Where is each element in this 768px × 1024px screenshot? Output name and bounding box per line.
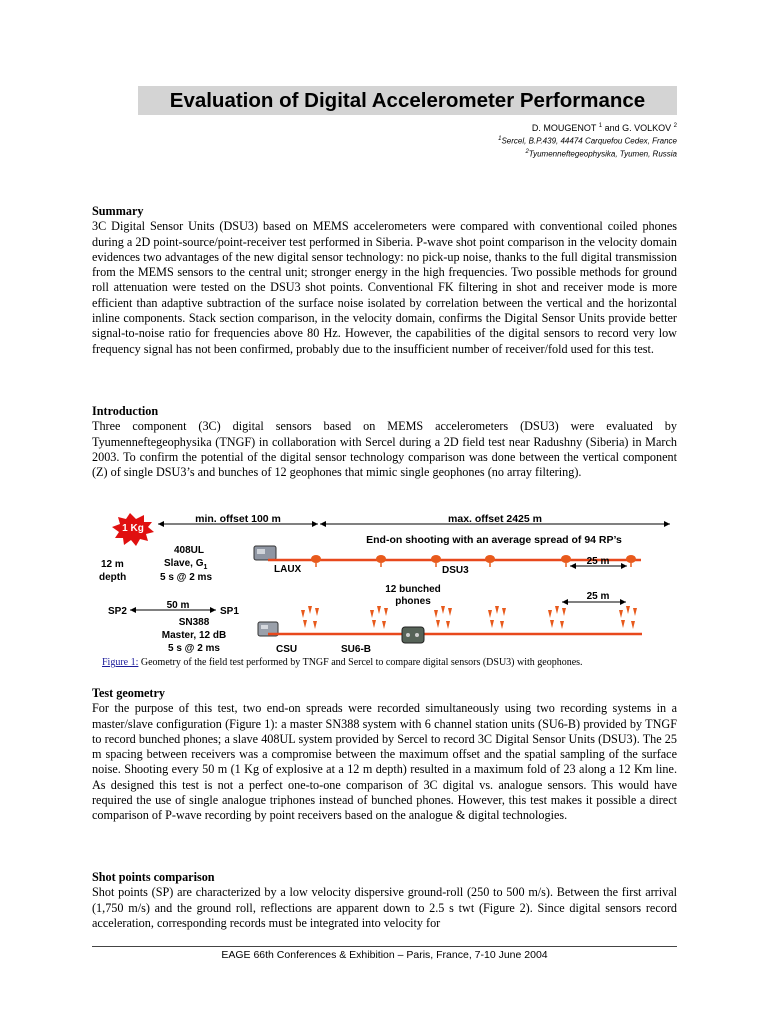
sp-spacing-label: 50 m	[166, 600, 190, 611]
paper-title: Evaluation of Digital Accelerometer Performance	[138, 86, 677, 115]
su6b-unit-connector	[406, 633, 410, 637]
bunched-phones-label-b: phones	[395, 596, 431, 607]
figure-caption-text: Geometry of the field test performed by TNGF and Sercel to compare digital sensors (DSU3) with geophones.	[138, 657, 583, 668]
dsu3-sensor	[561, 555, 571, 567]
author-block	[498, 120, 677, 159]
shot-points-heading: Shot points comparison	[92, 870, 215, 884]
slave-label-a: 408UL	[174, 545, 205, 556]
min-offset-label: min. offset 100 m	[195, 513, 281, 525]
sp2-label: SP2	[108, 606, 127, 617]
spacing-top-arrowhead-right	[621, 563, 627, 569]
figure-caption	[102, 657, 583, 668]
max-offset-arrowhead-left	[320, 521, 326, 527]
dsu3-sensor	[376, 555, 386, 567]
sp-spacing-arrowhead-right	[210, 607, 216, 613]
spacing-top-label: 25 m	[586, 556, 610, 567]
author-names	[498, 120, 677, 134]
master-label-a: SN388	[178, 617, 210, 628]
sp1-label: SP1	[220, 606, 239, 617]
recorder-408ul-icon	[254, 546, 276, 560]
dsu3-sensor-body	[431, 555, 441, 563]
author-b-sup: 2	[673, 123, 677, 129]
affiliation-2	[498, 147, 677, 160]
su6b-unit-connector	[415, 633, 419, 637]
shot-points-section	[92, 870, 677, 931]
su6b-unit-body	[402, 627, 424, 643]
depth-label-b: depth	[99, 572, 127, 583]
min-offset-arrowhead-right	[312, 521, 318, 527]
max-offset-label: max. offset 2425 m	[448, 513, 542, 525]
dsu3-sensor-body	[561, 555, 571, 563]
summary-heading: Summary	[92, 204, 144, 218]
geophone-bunch-shape	[548, 606, 566, 629]
geophone-bunch	[301, 606, 319, 629]
bunched-phones-label-a: 12 bunched	[385, 584, 441, 595]
author-a-sup: 1	[598, 123, 603, 129]
author-and: and	[604, 123, 620, 133]
geophone-bunch	[434, 606, 452, 629]
affiliation-1-text: Sercel, B.P.439, 44474 Carquefou Cedex, France	[501, 136, 677, 146]
affiliation-1	[498, 134, 677, 147]
geophone-bunch	[619, 606, 637, 629]
su6b-label: SU6-B	[341, 644, 372, 655]
affiliation-2-text: Tyumenneftegeophysika, Tyumen, Russia	[528, 149, 677, 159]
introduction-text: Three component (3C) digital sensors based on MEMS accelerometers (DSU3) were evaluated by Tyumenneftegeophysika (TNGF) in collaboration with Sercel during a 2D field test near Radushny (Siberia) in March 2003. To confirm the potential of the digital sensor technology comparison was done between the vertical component (Z) of single DSU3’s and bunches of 12 geophones that mimic single geophones (no array filtering).	[92, 419, 677, 480]
affiliation-2-sup: 2	[525, 148, 529, 155]
dsu3-sensor-body	[626, 555, 636, 563]
slave-label-c: 5 s @ 2 ms	[160, 572, 213, 583]
author-a: D. MOUGENOT	[531, 123, 597, 133]
laux-label: LAUX	[274, 564, 302, 575]
su6b-unit-icon	[402, 627, 424, 643]
spacing-top-arrowhead-left	[570, 563, 576, 569]
spacing-bottom-arrowhead-right	[620, 599, 626, 605]
dsu3-sensor-body	[485, 555, 495, 563]
geophone-bunch-shape	[488, 606, 506, 629]
dsu3-sensor	[311, 555, 321, 567]
summary-section	[92, 204, 677, 357]
geophone-bunch	[488, 606, 506, 629]
geophone-bunch-shape	[434, 606, 452, 629]
test-geometry-section	[92, 686, 677, 824]
end-on-shooting-label: End-on shooting with an average spread of 94 RP’s	[366, 534, 622, 546]
master-label-c: 5 s @ 2 ms	[167, 643, 221, 654]
sp-spacing-arrowhead-left	[130, 607, 136, 613]
field-test-geometry-figure	[96, 510, 676, 658]
dsu3-sensor	[485, 555, 495, 567]
dsu3-sensor-body	[376, 555, 386, 563]
page-footer: EAGE 66th Conferences & Exhibition – Paris, France, 7-10 June 2004	[221, 949, 548, 961]
spacing-bottom-arrowhead-left	[562, 599, 568, 605]
test-geometry-text: For the purpose of this test, two end-on spreads were recorded simultaneously using two recording systems in a master/slave configuration (Figure 1): a master SN388 system with 6 channel station units (SU6-B) provided by TNGF to record bunched phones; a slave 408UL system provided by Sercel to record 3C Digital Sensor Units (DSU3). The 25 m spacing between receivers was a compromise between the maximum offset and the spatial sampling of the surface noise. Shooting every 50 m (1 Kg of explosive at a 12 m depth) resulted in a maximum fold of 23 along a 12 Km line. As designed this test is not a perfect one-to-one comparison of 3C digital vs. analogue sensors. This would have required the use of single analogue triphones instead of bunched phones. However, this test makes it possible a direct comparison of P-wave recording by point receivers based on the analogue & digital technologies.	[92, 701, 677, 823]
geophone-bunch	[548, 606, 566, 629]
geophone-bunches	[301, 606, 637, 629]
test-geometry-heading: Test geometry	[92, 686, 165, 700]
master-label-b: Master, 12 dB	[161, 630, 227, 641]
geophone-bunch	[370, 606, 388, 629]
geophone-bunch-shape	[370, 606, 388, 629]
dsu3-sensor-body	[311, 555, 321, 563]
summary-text: 3C Digital Sensor Units (DSU3) based on MEMS accelerometers were compared with conventional coiled phones during a 2D point-source/point-receiver test performed in Siberia. P-wave shot point comparison in the velocity domain evidences two advantages of the new digital sensor technology: no pick-up noise, thanks to the full digital transmission from the MEMS sensors to the central unit; stronger energy in the high frequencies. Two possible methods for ground roll attenuation were tested on the DSU3 shot points. Conventional FK filtering in shot and receiver mode is more efficient than adaptive subtraction of the surface noise isolated by correlation between the vertical and the horizontal inline components. Stack section comparison, in the velocity domain, confirms the Digital Sensor Units provide better signal-to-noise ratio for frequencies above 80 Hz. However, the capabilities of the digital sensors to record very low frequency signal has not been confirmed, probably due to the insufficient number of receiver/fold used for this test.	[92, 219, 677, 356]
dsu3-sensor	[431, 555, 441, 567]
slave-label-b-sub: 1	[203, 564, 208, 571]
slave-label-b	[164, 558, 207, 571]
csu-unit-screen	[261, 625, 268, 629]
min-offset-arrowhead-left	[158, 521, 164, 527]
introduction-heading: Introduction	[92, 404, 159, 418]
max-offset-arrowhead-right	[664, 521, 670, 527]
spacing-bottom-label: 25 m	[586, 591, 610, 602]
author-b: G. VOLKOV	[622, 123, 672, 133]
geophone-bunch-shape	[301, 606, 319, 629]
affiliation-1-sup: 1	[498, 136, 502, 142]
introduction-section	[92, 404, 677, 480]
dsu3-sensor	[626, 555, 636, 567]
recorder-408ul-screen	[257, 549, 265, 554]
slave-label-b-text: Slave, G	[164, 558, 204, 569]
figure-caption-label: Figure 1:	[102, 657, 139, 668]
charge-label: 1 Kg	[122, 523, 144, 534]
depth-label-a: 12 m	[101, 559, 124, 570]
geophone-bunch-shape	[619, 606, 637, 629]
dsu3-label: DSU3	[442, 565, 469, 576]
footer-rule	[92, 946, 677, 947]
shot-points-text: Shot points (SP) are characterized by a low velocity dispersive ground-roll (250 to 500 m/s). Between the first arrival (1,750 m/s) and the ground roll, reflections are apparent down to 2.5 s twt (Figure 2). Since digital sensors record acceleration, corresponding records must be integrated into velocity for	[92, 885, 677, 930]
csu-label: CSU	[276, 644, 298, 655]
